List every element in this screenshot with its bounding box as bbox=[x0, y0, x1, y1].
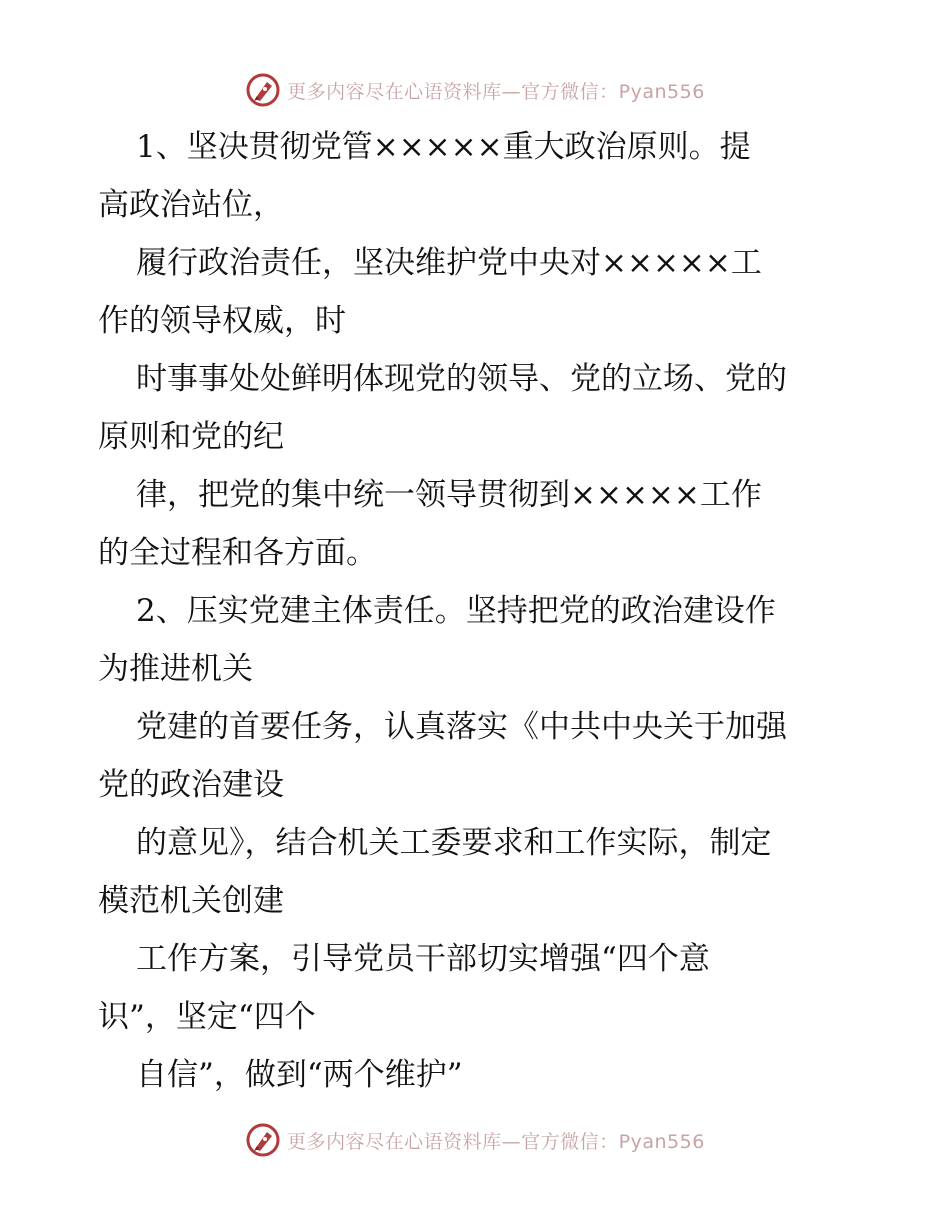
pen-nib-logo-icon bbox=[245, 1122, 281, 1158]
document-body bbox=[98, 118, 858, 1104]
text-line: 工作方案，引导党员干部切实增强“四个意 bbox=[136, 941, 710, 977]
text-line: 的意见》，结合机关工委要求和工作实际，制定 bbox=[136, 825, 772, 861]
text-line: 时事事处处鲜明体现党的领导、党的立场、党的 bbox=[136, 361, 787, 397]
text-line: 自信”，做到“两个维护” bbox=[136, 1057, 463, 1093]
pen-nib-logo-icon bbox=[245, 72, 281, 108]
text-line: 党的政治建设 bbox=[98, 767, 284, 803]
text-line: 律，把党的集中统一领导贯彻到×××××工作 bbox=[136, 477, 762, 513]
text-line: 为推进机关 bbox=[98, 651, 253, 687]
text-line: 高政治站位， bbox=[98, 187, 284, 223]
text-line: 党建的首要任务，认真落实《中共中央关于加强 bbox=[136, 709, 787, 745]
watermark-text: 更多内容尽在心语资料库—官方微信：Pyan556 bbox=[287, 1130, 705, 1153]
text-line: 2、压实党建主体责任。坚持把党的政治建设作 bbox=[136, 593, 776, 629]
header-watermark bbox=[0, 70, 950, 110]
text-line: 履行政治责任，坚决维护党中央对×××××工 bbox=[136, 245, 762, 281]
text-line: 1、坚决贯彻党管×××××重大政治原则。提 bbox=[136, 129, 751, 165]
footer-watermark bbox=[0, 1120, 950, 1160]
text-line: 作的领导权威，时 bbox=[98, 303, 346, 339]
text-line: 识”，坚定“四个 bbox=[98, 999, 316, 1035]
watermark-text: 更多内容尽在心语资料库—官方微信：Pyan556 bbox=[287, 80, 705, 103]
text-line: 的全过程和各方面。 bbox=[98, 535, 377, 571]
text-line: 模范机关创建 bbox=[98, 883, 284, 919]
text-line: 原则和党的纪 bbox=[98, 419, 284, 455]
